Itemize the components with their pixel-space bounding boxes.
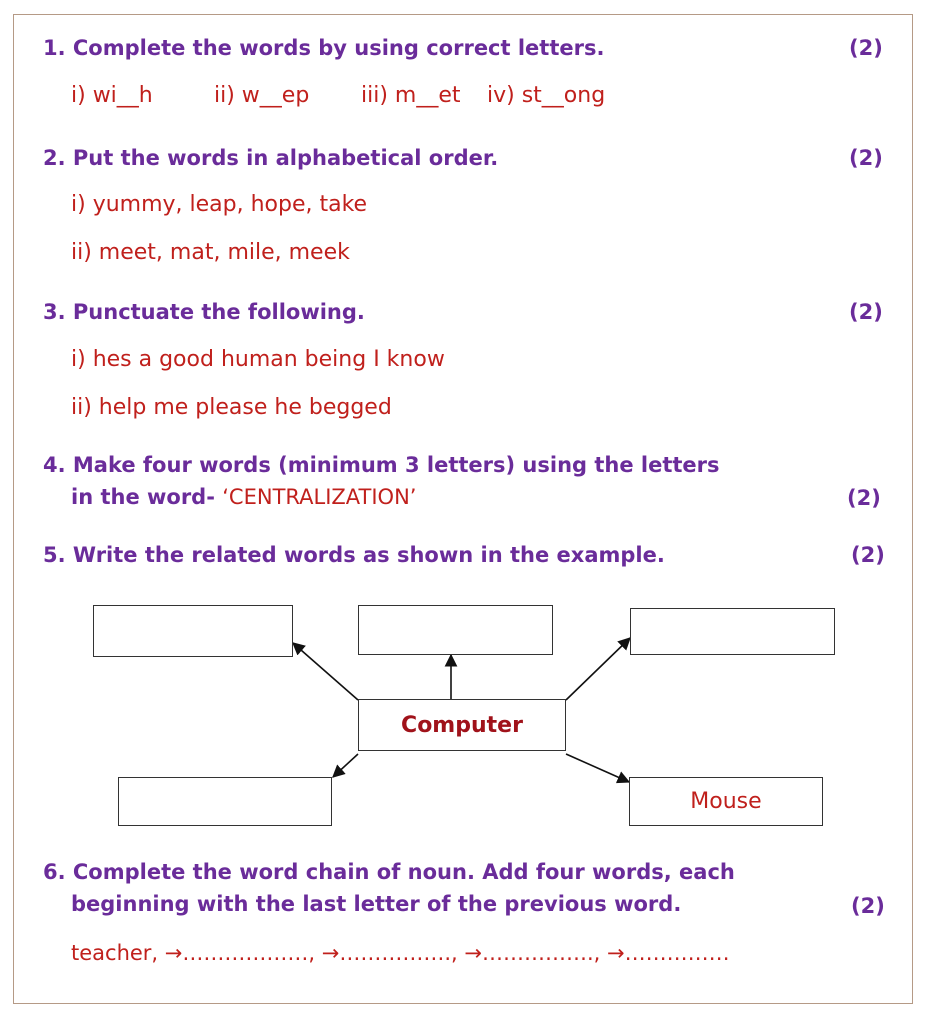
q2-item-2: ii) meet, mat, mile, meek [71, 240, 350, 265]
question-2-marks: (2) [849, 146, 883, 170]
arrow-bottom-left [333, 754, 358, 777]
arrow-top-left [293, 643, 358, 700]
word-box-bottom-left[interactable] [118, 777, 332, 826]
q2-item-1: i) yummy, leap, hope, take [71, 192, 368, 217]
question-3-marks: (2) [849, 300, 883, 324]
question-4-marks: (2) [847, 486, 881, 510]
center-word-box: Computer [358, 699, 566, 751]
q3-item-2: ii) help me please he begged [71, 395, 392, 420]
question-6 [43, 856, 735, 920]
question-1: 1. Complete the words by using correct letters. [43, 36, 605, 60]
q3-item-1: i) hes a good human being I know [71, 347, 445, 372]
q1-item-1: i) wi__h [71, 83, 153, 108]
question-6-line2: beginning with the last letter of the previous word. [71, 892, 682, 916]
q1-item-4: iv) st__ong [487, 83, 606, 108]
word-box-top-right[interactable] [630, 608, 835, 655]
question-6-line1: 6. Complete the word chain of noun. Add four words, each [43, 860, 735, 884]
question-4-word: ‘CENTRALIZATION’ [222, 485, 417, 509]
question-4-line2-text: in the word- [71, 485, 215, 509]
question-5: 5. Write the related words as shown in the example. [43, 543, 665, 567]
q1-item-3: iii) m__et [361, 83, 461, 108]
word-box-top-left[interactable] [93, 605, 293, 657]
question-1-marks: (2) [849, 36, 883, 60]
question-4-line1: 4. Make four words (minimum 3 letters) using the letters [43, 453, 720, 477]
question-6-marks: (2) [851, 894, 885, 918]
question-5-marks: (2) [851, 543, 885, 567]
example-word-box: Mouse [629, 777, 823, 826]
arrow-top-right [566, 638, 630, 700]
arrow-bottom-right [566, 754, 629, 782]
q1-item-2: ii) w__ep [214, 83, 310, 108]
question-2: 2. Put the words in alphabetical order. [43, 146, 499, 170]
word-chain: teacher, →………………, →……………., →……………., →…………… [71, 941, 730, 965]
word-box-top-center[interactable] [358, 605, 553, 655]
question-3: 3. Punctuate the following. [43, 300, 365, 324]
